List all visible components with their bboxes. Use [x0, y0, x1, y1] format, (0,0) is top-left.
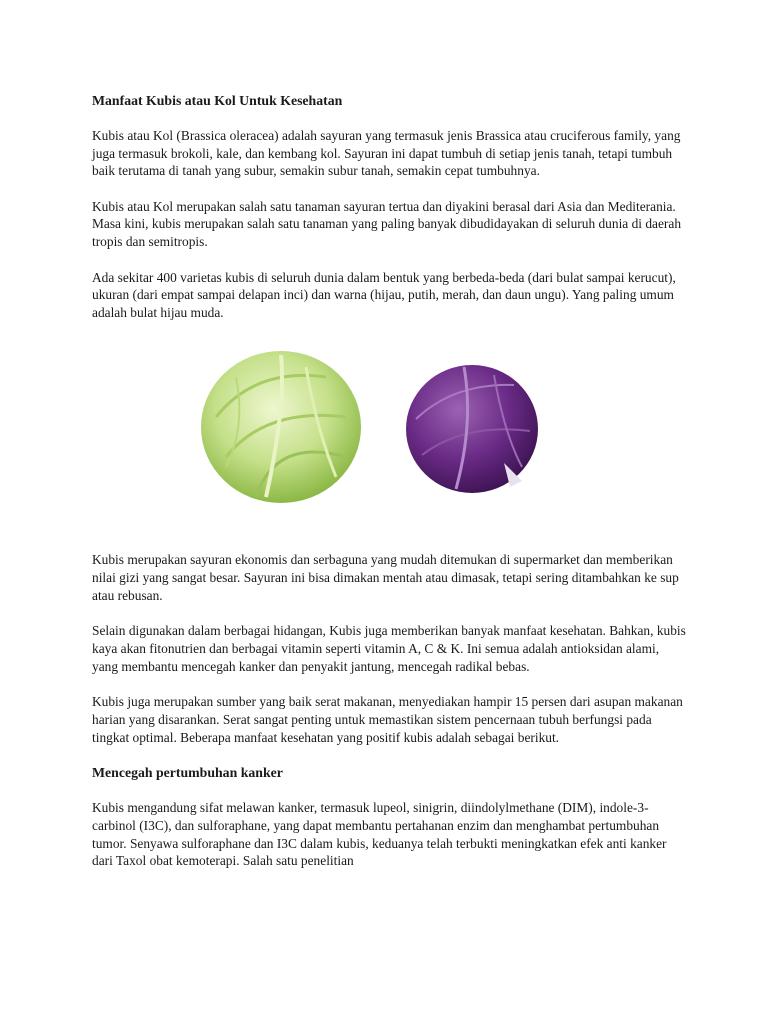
- cabbage-image: [92, 339, 688, 531]
- green-cabbage-icon: [196, 347, 366, 507]
- document-content: [92, 92, 688, 888]
- paragraph-body-3: Kubis juga merupakan sumber yang baik serat makanan, menyediakan hampir 15 persen dari asupan makanan harian yang disarankan. Serat sangat penting untuk memastikan sistem pencernaan tubuh berfungsi pada tingkat optimal. Beberapa manfaat kesehatan yang positif kubis adalah sebagai berikut.: [92, 694, 683, 745]
- paragraph-intro-1: Kubis atau Kol (Brassica oleracea) adalah sayuran yang termasuk jenis Brassica atau cruciferous family, yang juga termasuk brokoli, kale, dan kembang kol. Sayuran ini dapat tumbuh di setiap jenis tanah, tetapi tumbuh baik terutama di tanah yang subur, semakin subur tanah, semakin cepat tumbuhnya.: [92, 127, 681, 179]
- paragraph-intro-2: Kubis atau Kol merupakan salah satu tanaman sayuran tertua dan diyakini berasal dari Asia dan Mediterania. Masa kini, kubis merupakan salah satu tanaman yang paling banyak dibudidayakan di seluruh dunia di daerah tropis dan semitropis.: [92, 198, 682, 250]
- section-heading: Mencegah pertumbuhan kanker: [92, 765, 283, 781]
- paragraph-body-2: Selain digunakan dalam berbagai hidangan, Kubis juga memberikan banyak manfaat kesehatan. Bahkan, kubis kaya akan fitonutrien dan berbagai vitamin seperti vitamin A, C & K. Ini semua adalah antioksidan alami, yang membantu mencegah kanker dan penyakit jantung, mencegah radikal bebas.: [92, 623, 686, 674]
- red-cabbage-icon: [404, 363, 540, 495]
- paragraph-body-1: Kubis merupakan sayuran ekonomis dan serbaguna yang mudah ditemukan di supermarket dan memberikan nilai gizi yang sangat besar. Sayuran ini bisa dimakan mentah atau dimasak, tetapi sering ditambahkan ke sup atau rebusan.: [92, 552, 679, 604]
- section-paragraph: Kubis mengandung sifat melawan kanker, termasuk lupeol, sinigrin, diindolylmethane (DIM), indole-3-carbinol (I3C), dan sulforaphane, yang dapat membantu pertahanan enzim dan menghambat pertumbuhan tumor. Senyawa sulforaphane dan I3C dalam kubis, keduanya telah terbukti meningkatkan efek anti kanker dari Taxol obat kemoterapi. Salah satu penelitian: [92, 799, 667, 869]
- paragraph-intro-3: Ada sekitar 400 varietas kubis di seluruh dunia dalam bentuk yang berbeda-beda (dari bulat sampai kerucut), ukuran (dari empat sampai delapan inci) dan warna (hijau, putih, merah, dan daun ungu). Yang paling umum adalah bulat hijau muda.: [92, 269, 676, 321]
- document-title: Manfaat Kubis atau Kol Untuk Kesehatan: [92, 93, 343, 108]
